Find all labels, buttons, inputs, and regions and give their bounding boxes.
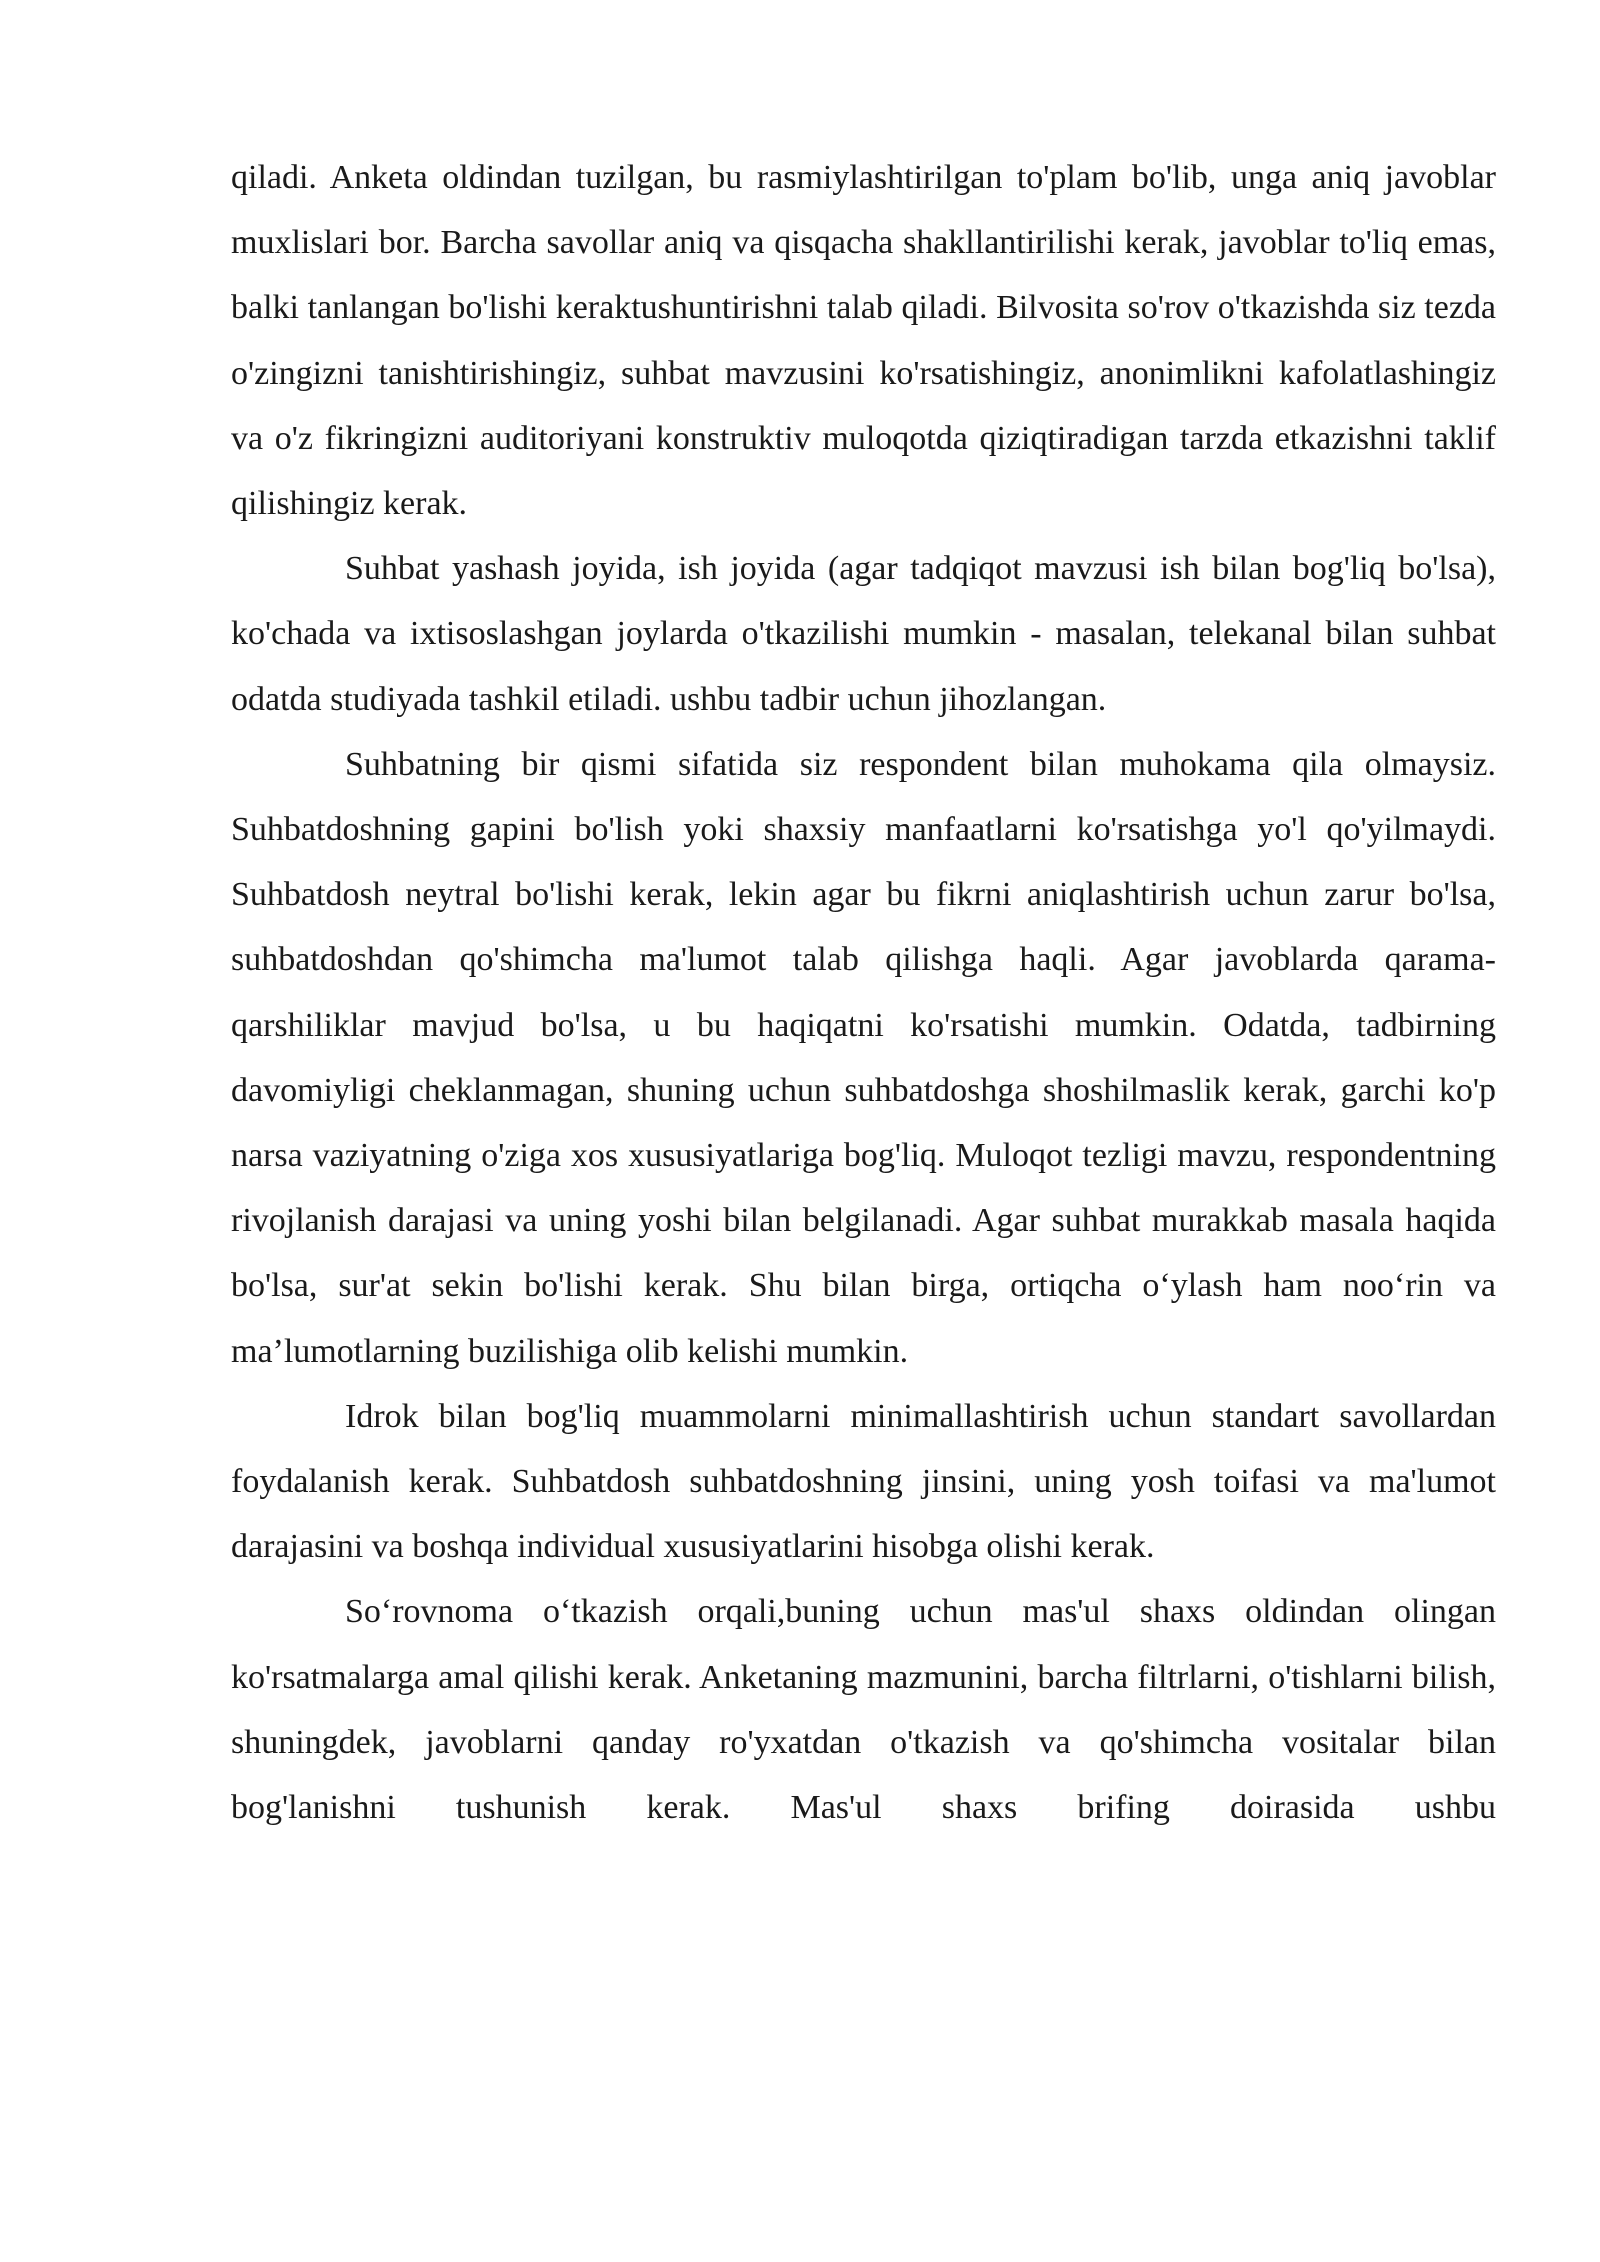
paragraph: Suhbatning bir qismi sifatida siz respondent bilan muhokama qila olmaysiz. Suhbatdoshning gapini bo'lish yoki shaxsiy manfaatlarni ko'rsatishga yo'l qo'yilmaydi. Suhbatdosh neytral bo'lishi kerak, lekin agar bu fikrni aniqlashtirish uchun zarur bo'lsa, suhbatdoshdan qo'shimcha ma'lumot talab qilishga haqli. Agar javoblarda qarama-qarshiliklar mavjud bo'lsa, u bu haqiqatni ko'rsatishi mumkin. Odatda, tadbirning davomiyligi cheklanmagan, shuning uchun suhbatdoshga shoshilmaslik kerak, garchi ko'p narsa vaziyatning o'ziga xos xususiyatlariga bog'liq. Muloqot tezligi mavzu, respondentning rivojlanish darajasi va uning yoshi bilan belgilanadi. Agar suhbat murakkab masala haqida bo'lsa, sur'at sekin bo'lishi kerak. Shu bilan birga, ortiqcha o‘ylash ham noo‘rin va ma’lumotlarning buzilishiga olib kelishi mumkin. (231, 745, 1496, 1370)
paragraph: Suhbat yashash joyida, ish joyida (agar tadqiqot mavzusi ish bilan bog'liq bo'lsa), ko'chada va ixtisoslashgan joylarda o'tkazilishi mumkin - masalan, telekanal bilan suhbat odatda studiyada tashkil etiladi. ushbu tadbir uchun jihozlangan. (231, 550, 1496, 718)
paragraph-last: So‘rovnoma o‘tkazish orqali,buning uchun mas'ul shaxs oldindan olingan ko'rsatmalarga amal qilishi kerak. Anketaning mazmunini, barcha filtrlarni, o'tishlarni bilish, shuningdek, javoblarni qanday ro'yxatdan o'tkazish va qo'shimcha vositalar bilan bog'lanishni tushunish kerak. Mas'ul shaxs brifing doirasida ushbu (231, 1593, 1496, 1827)
paragraph-continued: qiladi. Anketa oldindan tuzilgan, bu rasmiylashtirilgan to'plam bo'lib, unga aniq javoblar muxlislari bor. Barcha savollar aniq va qisqacha shakllantirilishi kerak, javoblar to'liq emas, balki tanlangan bo'lishi keraktushuntirishni talab qiladi. Bilvosita so'rov o'tkazishda siz tezda o'zingizni tanishtirishingiz, suhbat mavzusini ko'rsatishingiz, anonimlikni kafolatlashingiz va o'z fikringizni auditoriyani konstruktiv muloqotda qiziqtiradigan tarzda etkazishni taklif qilishingiz kerak. (231, 159, 1496, 523)
paragraph: Idrok bilan bog'liq muammolarni minimallashtirish uchun standart savollardan foydalanish kerak. Suhbatdosh suhbatdoshning jinsini, uning yosh toifasi va ma'lumot darajasini va boshqa individual xususiyatlarini hisobga olishi kerak. (231, 1397, 1496, 1566)
document-body (231, 145, 1496, 1840)
